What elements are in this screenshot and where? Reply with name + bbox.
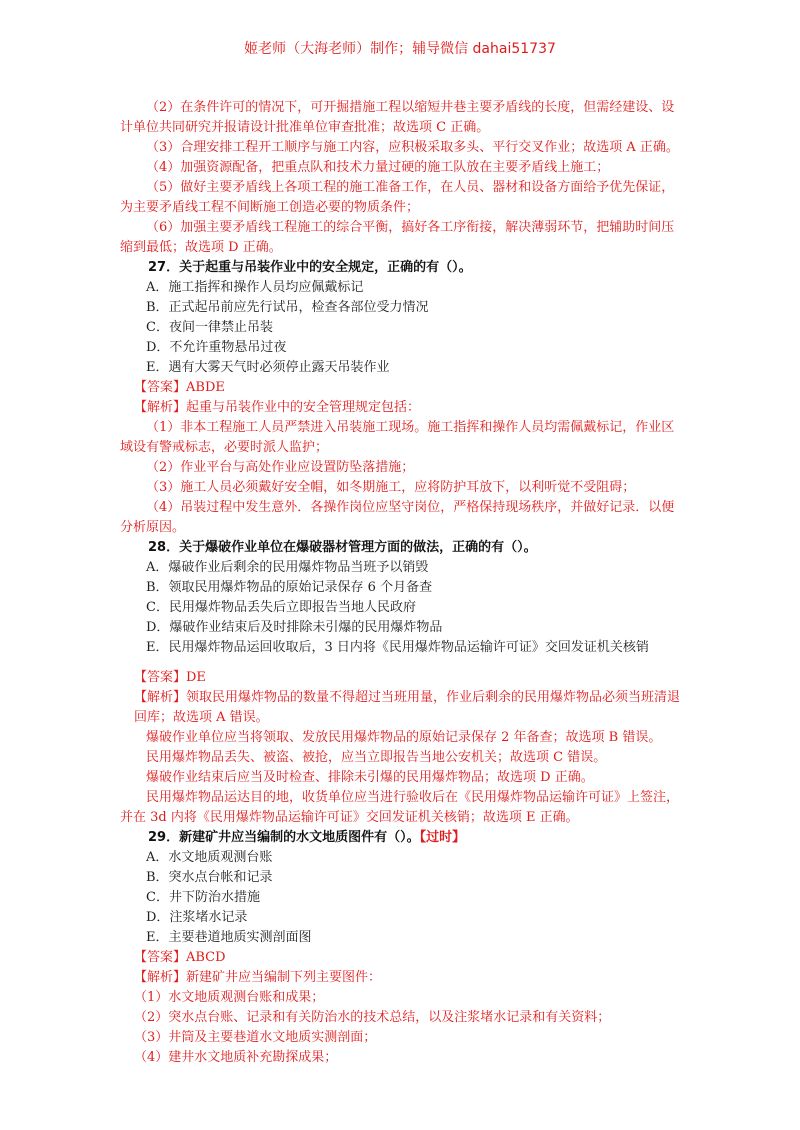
q27-answer: 【答案】ABDE [134, 380, 225, 395]
q29-option-d: D．注浆堵水记录 [146, 910, 248, 925]
q27-option-c: C．夜间一律禁止吊装 [146, 320, 273, 335]
q29-analysis-2: （2）突水点台账、记录和有关防治水的技术总结，以及注浆堵水记录和有关资料； [134, 1010, 611, 1025]
intro-item-5: （5）做好主要矛盾线上各项工程的施工准备工作，在人员、器材和设备方面给予优先保证，为主要矛盾线工程不间断施工创造必要的物质条件； [120, 180, 675, 215]
q28-option-d: D．爆破作业结束后及时排除未引爆的民用爆炸物品 [146, 620, 443, 635]
q27-option-a: A．施工指挥和操作人员均应佩戴标记 [146, 280, 364, 295]
q29-analysis-head: 【解析】新建矿井应当编制下列主要图件： [134, 970, 382, 985]
q28-option-b: B．领取民用爆炸物品的原始记录保存 6 个月备查 [146, 580, 433, 595]
question-29-text: 29．新建矿井应当编制的水文地质图件有（）。 [148, 830, 420, 845]
q28-analysis-3: 民用爆炸物品丢失、被盗、被抢，应当立即报告当地公安机关；故选项 C 错误。 [146, 750, 607, 765]
q28-analysis-1: 【解析】领取民用爆炸物品的数量不得超过当班用量，作业后剩余的民用爆炸物品必须当班清退回库；故选项 A 错误。 [134, 690, 681, 725]
q29-option-b: B．突水点台帐和记录 [146, 870, 273, 885]
question-28-title: 28．关于爆破作业单位在爆破器材管理方面的做法，正确的有（）。 [148, 540, 537, 555]
document-body [120, 98, 682, 1068]
intro-item-4: （4）加强资源配备，把重点队和技术力量过硬的施工队放在主要矛盾线上施工； [146, 160, 610, 175]
q28-option-c: C．民用爆炸物品丢失后立即报告当地人民政府 [146, 600, 416, 615]
q28-analysis-2: 爆破作业单位应当将领取、发放民用爆炸物品的原始记录保存 2 年备查；故选项 B 错误。 [146, 730, 662, 745]
q27-option-b: B．正式起吊前应先行试吊，检查各部位受力情况 [146, 300, 429, 315]
intro-item-6: （6）加强主要矛盾线工程施工的综合平衡，搞好各工序衔接，解决薄弱环节，把辅助时间压缩到最低；故选项 D 正确。 [120, 220, 675, 255]
q27-analysis-2: （2）作业平台与高处作业应设置防坠落措施； [146, 460, 415, 475]
q27-analysis-3: （3）施工人员必须戴好安全帽，如冬期施工，应将防护耳放下，以利听觉不受阻碍； [146, 480, 636, 495]
question-29-title [120, 828, 682, 848]
q29-option-e: E．主要巷道地质实测剖面图 [146, 930, 312, 945]
intro-item-3: （3）合理安排工程开工顺序与施工内容，应积极采取多头、平行交叉作业；故选项 A 正确。 [146, 140, 679, 155]
q27-analysis-4: （4）吊装过程中发生意外．各操作岗位应坚守岗位，严格保持现场秩序，并做好记录．以便分析原因。 [120, 500, 675, 535]
q27-option-e: E．遇有大雾天气时必须停止露天吊装作业 [146, 360, 390, 375]
intro-item-2: （2）在条件许可的情况下，可开掘措施工程以缩短井巷主要矛盾线的长度，但需经建设、设计单位共同研究并报请设计批准单位审查批准；故选项 C 正确。 [120, 100, 675, 135]
q27-option-d: D．不允许重物悬吊过夜 [146, 340, 287, 355]
q29-answer: 【答案】ABCD [134, 950, 226, 965]
q29-analysis-1: （1）水文地质观测台账和成果； [134, 990, 325, 1005]
q29-analysis-3: （3）井筒及主要巷道水文地质实测剖面； [134, 1030, 377, 1045]
q27-analysis-1: （1）非本工程施工人员严禁进入吊装施工现场。施工指挥和操作人员均需佩戴标记，作业区域设有警戒标志，必要时派人监护； [120, 420, 675, 455]
q29-option-c: C．井下防治水措施 [146, 890, 260, 905]
question-27-title: 27．关于起重与吊装作业中的安全规定，正确的有（）。 [148, 260, 472, 275]
q28-option-a: A．爆破作业后剩余的民用爆炸物品当班予以销毁 [146, 560, 429, 575]
q28-answer: 【答案】DE [134, 670, 206, 685]
outdated-tag: 【过时】 [419, 830, 466, 845]
q28-option-e: E．民用爆炸物品运回收取后，3 日内将《民用爆炸物品运输许可证》交回发证机关核销 [146, 640, 649, 655]
q28-analysis-5: 民用爆炸物品运达目的地，收货单位应当进行验收后在《民用爆炸物品运输许可证》上签注，并在 3d 内将《民用爆炸物品运输许可证》交回发证机关核销；故选项 E 正确。 [120, 790, 680, 825]
q28-analysis-4: 爆破作业结束后应当及时检查、排除未引爆的民用爆炸物品；故选项 D 正确。 [146, 770, 594, 785]
q27-analysis-head: 【解析】起重与吊装作业中的安全管理规定包括： [134, 400, 421, 415]
q29-option-a: A．水文地质观测台账 [146, 850, 273, 865]
q29-analysis-4: （4）建井水文地质补充勘探成果； [134, 1050, 338, 1065]
page-header: 姬老师（大海老师）制作；辅导微信 dahai51737 [244, 41, 556, 57]
